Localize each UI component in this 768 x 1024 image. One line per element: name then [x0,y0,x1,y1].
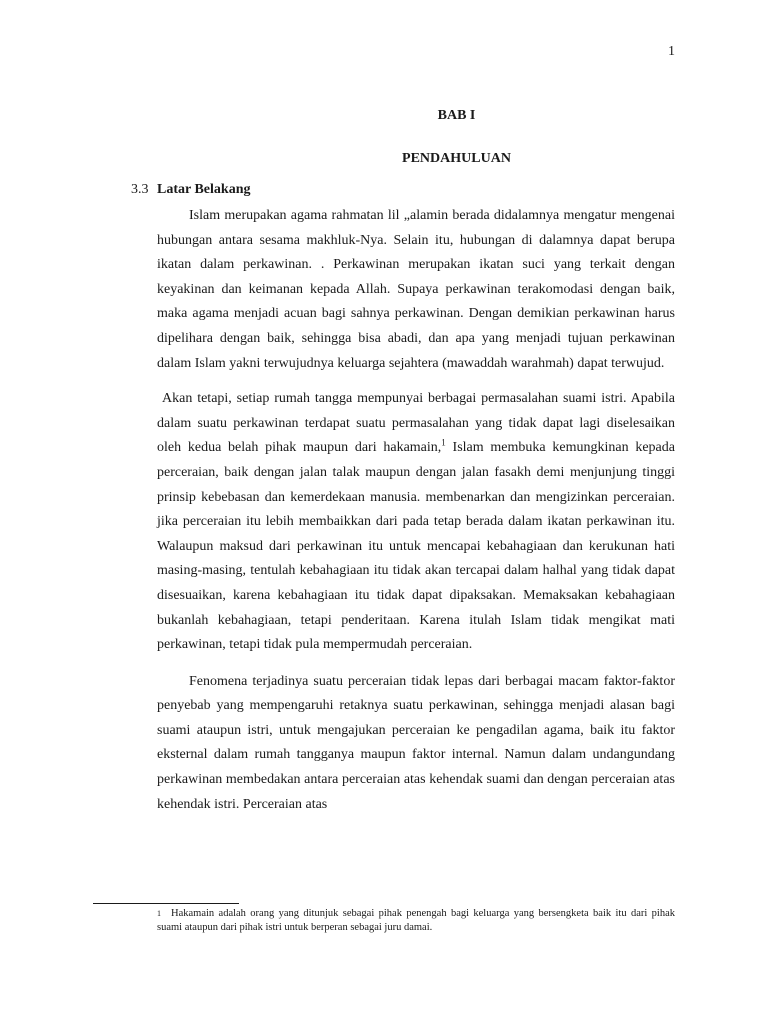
footnote-text: Hakamain adalah orang yang ditunjuk sebagai pihak penengah bagi keluarga yang bersengketa baik itu dari pihak suami ataupun dari pihak istri untuk berperan sebagai juru damai. [157,908,675,933]
footnote-divider [93,903,239,904]
chapter-title: PENDAHULUAN [402,151,511,166]
section-title: Latar Belakang [157,182,251,197]
section-number: 3.3 [131,182,149,197]
paragraph [157,387,675,658]
body-text [157,204,675,828]
paragraph: Fenomena terjadinya suatu perceraian tidak lepas dari berbagai macam faktor-faktor penyebab yang mempengaruhi retaknya suatu perkawinan, sehingga menjadi alasan bagi suami ataupun istri, untuk mengajukan perceraian ke pengadilan agama, baik itu faktor eksternal dalam rumah tangganya maupun faktor internal. Namun dalam undangundang perkawinan membedakan antara perceraian atas kehendak suami dan dengan perceraian atas kehendak istri. Perceraian atas [157,673,675,812]
paragraph: Islam merupakan agama rahmatan lil „alamin berada didalamnya mengatur mengenai hubungan antara sesama makhluk-Nya. Selain itu, hubungan di dalamnya dapat berupa ikatan dalam perkawinan. . Perkawinan merupakan ikatan suci yang terkait dengan keyakinan dan keimanan kepada Allah. Supaya perkawinan terakomodasi dengan baik, maka agama menjadi acuan bagi sahnya perkawinan. Dengan demikian perkawinan harus dipelihara dengan baik, sehingga bisa abadi, dan apa yang menjadi tujuan perkawinan dalam Islam yakni terwujudnya keluarga sejahtera (mawaddah warahmah) dapat terwujud. [157,208,675,371]
section-heading [131,182,250,198]
footnote [157,907,675,935]
paragraph-text: Akan tetapi, setiap rumah tangga mempunyai berbagai permasalahan suami istri. Apabila dalam suatu perkawinan terdapat suatu permasalahan yang tidak dapat lagi diselesaikan oleh kedua belah pihak maupun dari hakamain, [157,391,675,456]
chapter-label: BAB I [437,108,476,123]
paragraph-text: Islam membuka kemungkinan kepada perceraian, baik dengan jalan talak maupun dengan jalan fasakh demi menjunjung tinggi prinsip kebebasan dan kemerdekaan manusia. membenarkan dan mengizinkan perceraian. jika perceraian itu lebih membaikkan dari pada tetap berada dalam ikatan perkawinan itu. Walaupun maksud dari perkawinan itu untuk mencapai kebahagiaan dan kerukunan hati masing-masing, tentulah kebahagiaan itu tidak akan tercapai dalam halhal yang tidak dapat disesuaikan, karena kebahagiaan itu tidak dapat dipaksakan. Memaksakan kebahagiaan bukanlah kebahagiaan, tetapi penderitaan. Karena itulah Islam tidak mengikat mati perkawinan, tetapi tidak pula mempermudah perceraian. [157,440,675,653]
footnote-mark: 1 [157,909,161,918]
footnote-reference[interactable]: 1 [441,437,446,448]
page-number: 1 [668,44,675,59]
